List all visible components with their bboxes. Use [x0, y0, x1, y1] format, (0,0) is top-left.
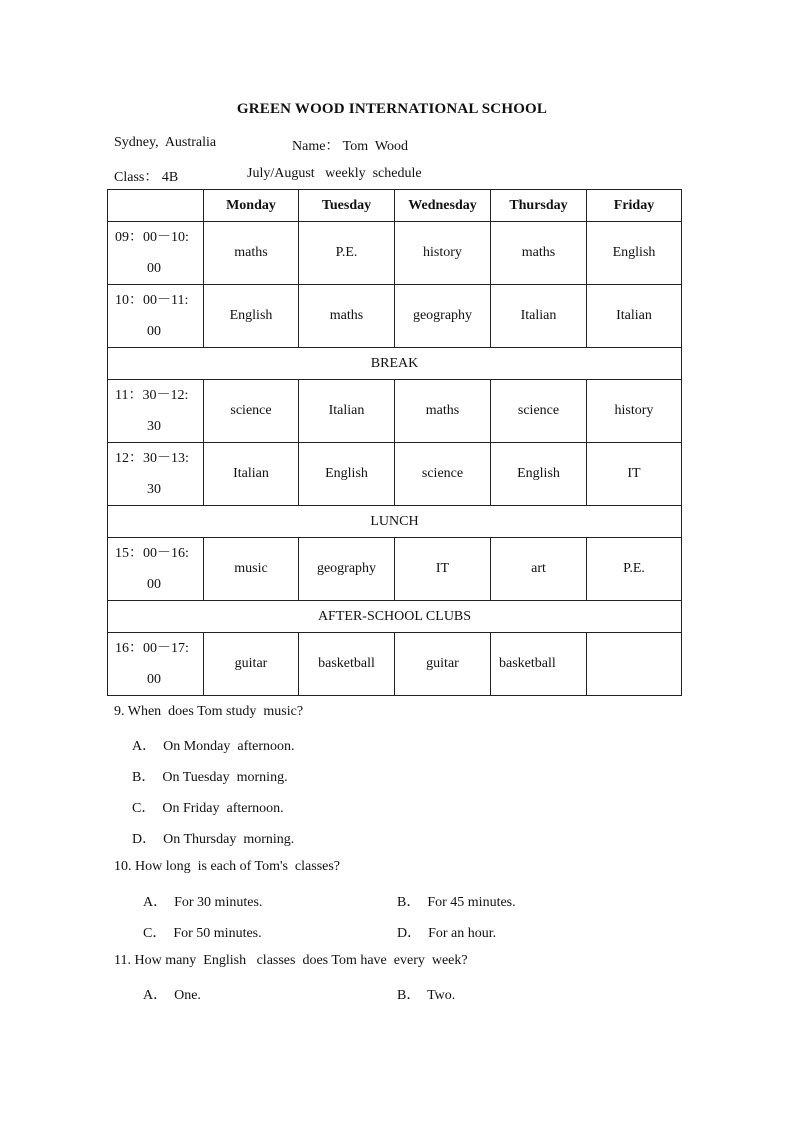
class-cell: maths — [204, 222, 299, 285]
class-cell: Italian — [587, 285, 682, 348]
header-cell-thursday: Thursday — [491, 190, 587, 222]
class-cell: P.E. — [587, 538, 682, 601]
time-start: 15：00－16: — [115, 546, 189, 561]
header-cell-wednesday: Wednesday — [395, 190, 491, 222]
table-row — [108, 222, 682, 285]
class-cell: music — [204, 538, 299, 601]
lunch-label: LUNCH — [108, 506, 682, 538]
after-school-clubs-row — [108, 601, 682, 633]
location-label: Sydney, Australia — [114, 135, 217, 150]
time-end: 00 — [147, 577, 161, 592]
class-cell — [587, 633, 682, 696]
question-10: 10. How long is each of Tom's classes? — [114, 859, 341, 874]
table-row — [108, 538, 682, 601]
question-11: 11. How many English classes does Tom have every week? — [114, 953, 468, 968]
question-9: 9. When does Tom study music? — [114, 704, 304, 719]
class-cell: science — [204, 380, 299, 443]
time-end: 00 — [147, 261, 161, 276]
answer-option[interactable]: C． On Friday afternoon. — [132, 801, 284, 816]
class-cell: maths — [299, 285, 395, 348]
time-cell — [108, 222, 204, 285]
answer-option[interactable]: D． For an hour. — [397, 926, 497, 941]
class-cell: history — [395, 222, 491, 285]
break-row — [108, 348, 682, 380]
class-cell: science — [491, 380, 587, 443]
class-cell: English — [204, 285, 299, 348]
student-name-label: Name： Tom Wood — [292, 139, 408, 154]
header-cell-monday: Monday — [204, 190, 299, 222]
class-cell: science — [395, 443, 491, 506]
header-cell-tuesday: Tuesday — [299, 190, 395, 222]
time-end: 00 — [147, 324, 161, 339]
class-label: Class： 4B — [114, 170, 179, 185]
class-cell: English — [491, 443, 587, 506]
class-cell: geography — [299, 538, 395, 601]
class-cell: IT — [395, 538, 491, 601]
answer-option[interactable]: B． For 45 minutes. — [397, 895, 516, 910]
class-cell: Italian — [204, 443, 299, 506]
class-cell: basketball — [491, 633, 587, 696]
lunch-row — [108, 506, 682, 538]
answer-option[interactable]: C． For 50 minutes. — [143, 926, 262, 941]
answer-option[interactable]: A． One. — [143, 988, 201, 1003]
class-cell: geography — [395, 285, 491, 348]
school-title: GREEN WOOD INTERNATIONAL SCHOOL — [236, 101, 548, 117]
header-cell-blank — [108, 190, 204, 222]
header-cell-friday: Friday — [587, 190, 682, 222]
time-cell — [108, 633, 204, 696]
time-start: 12：30－13: — [115, 451, 189, 466]
answer-option[interactable]: A． On Monday afternoon. — [132, 739, 295, 754]
class-cell: Italian — [299, 380, 395, 443]
after-school-clubs-label: AFTER-SCHOOL CLUBS — [108, 601, 682, 633]
schedule-title: July/August weekly schedule — [247, 166, 422, 181]
answer-option[interactable]: B． Two. — [397, 988, 456, 1003]
class-cell: maths — [491, 222, 587, 285]
class-cell: IT — [587, 443, 682, 506]
class-cell: guitar — [204, 633, 299, 696]
table-row — [108, 380, 682, 443]
time-cell — [108, 538, 204, 601]
time-end: 30 — [147, 419, 161, 434]
answer-option[interactable]: D． On Thursday morning. — [132, 832, 295, 847]
table-row — [108, 285, 682, 348]
table-row — [108, 633, 682, 696]
class-cell: art — [491, 538, 587, 601]
time-start: 16：00－17: — [115, 641, 189, 656]
time-end: 30 — [147, 482, 161, 497]
class-cell: basketball — [299, 633, 395, 696]
class-cell: Italian — [491, 285, 587, 348]
weekly-schedule-table — [107, 189, 682, 696]
answer-option[interactable]: A． For 30 minutes. — [143, 895, 263, 910]
break-label: BREAK — [108, 348, 682, 380]
class-cell: P.E. — [299, 222, 395, 285]
class-cell: history — [587, 380, 682, 443]
class-cell: maths — [395, 380, 491, 443]
table-row — [108, 443, 682, 506]
class-cell: English — [299, 443, 395, 506]
class-cell: English — [587, 222, 682, 285]
time-end: 00 — [147, 672, 161, 687]
time-start: 09：00－10: — [115, 230, 189, 245]
time-cell — [108, 443, 204, 506]
time-cell — [108, 380, 204, 443]
class-cell: guitar — [395, 633, 491, 696]
time-start: 11：30－12: — [115, 388, 189, 403]
table-header-row — [108, 190, 682, 222]
answer-option[interactable]: B． On Tuesday morning. — [132, 770, 288, 785]
time-start: 10：00－11: — [115, 293, 189, 308]
time-cell — [108, 285, 204, 348]
